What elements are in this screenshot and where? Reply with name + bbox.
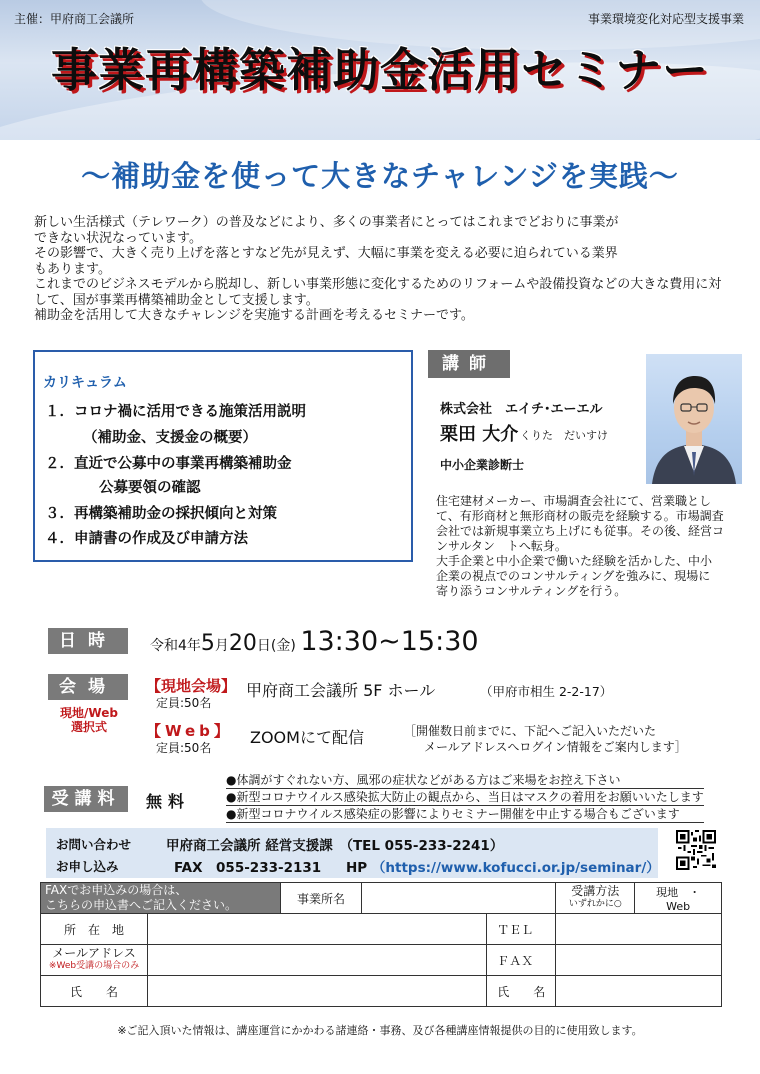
curriculum-item-sub: （補助金、支援金の概要）	[83, 430, 257, 446]
lecturer-title: 中小企業診断士	[440, 458, 525, 472]
qr-code-icon[interactable]	[676, 830, 716, 870]
notice-item: ●体調がすぐれない方、風邪の症状などがある方はご来場をお控え下さい	[226, 772, 704, 789]
intro-line: これまでのビジネスモデルから脱却し、新しい事業形態に変化するためのリフォームや設備投資などの大きな費用に対して、国が事業再構築補助金として支援します。	[34, 277, 722, 308]
tel-label: ＴＥＬ	[487, 914, 556, 945]
bio-line: 大手企業と中小企業で働いた経験を活かした、中小	[436, 554, 713, 568]
contact-hp	[346, 856, 660, 876]
lecturer-tag: 講師	[428, 350, 510, 378]
bio-line: 企業の視点でのコンサルティングを強みに、現場に	[436, 569, 711, 583]
notice-item: ●新型コロナウイルス感染症の影響によりセミナー開催を中止する場合もございます	[226, 806, 704, 823]
page-subtitle: ～補助金を使って大きなチャレンジを実践～	[81, 159, 679, 193]
onsite-address: （甲府市相生 2-2-17）	[480, 684, 613, 699]
fax-note-line: こちらの申込書へご記入ください。	[45, 898, 238, 912]
intro-line: 新しい生活様式（テレワーク）の普及などにより、多くの事業者にとってはこれまでどおりに事業が	[34, 215, 619, 230]
date-label: 日時	[48, 628, 128, 654]
web-note-line: ［開催数日前までに、下記へご記入いただいた	[404, 724, 657, 738]
fax-note-line: FAXでお申込みの場合は、	[45, 883, 188, 897]
method-sub-label: いずれかに○	[568, 899, 622, 909]
page-title: 事業再構築補助金活用セミナー	[51, 43, 709, 97]
venue-mode-line: 選択式	[70, 720, 107, 734]
fax-note	[41, 883, 281, 914]
curriculum-item: ２．直近で公募中の事業再構築補助金	[45, 456, 292, 472]
address-label: 所 在 地	[41, 914, 148, 945]
fee-value: 無料	[146, 792, 191, 811]
curriculum-item: ４．申請書の作成及び申請方法	[45, 531, 248, 547]
notice-item: ●新型コロナウイルス感染拡大防止の観点から、当日はマスクの着用をお願いいたします	[226, 790, 704, 804]
email-label-cell	[41, 945, 148, 976]
fee-label: 受講料	[44, 786, 128, 812]
organizer-label: 主催：甲府商工会議所	[14, 12, 135, 26]
onsite-venue: 甲府商工会議所 5F ホール	[246, 681, 436, 700]
bio-line: 寄り添うコンサルティングを行う。	[436, 584, 627, 598]
application-form	[40, 882, 722, 1007]
web-capacity: 定員:50名	[156, 741, 212, 755]
venue-label: 会場	[48, 674, 128, 700]
lecturer-photo	[646, 354, 742, 484]
onsite-label: 【現地会場】	[146, 677, 237, 695]
address-field[interactable]	[148, 914, 487, 945]
method-label-cell	[556, 883, 635, 914]
bio-line: 会社では新規事業立ち上げにも従事。その後、経営コ	[436, 524, 725, 538]
intro-line: その影響で、大きく売り上げを落とすなど先が見えず、大幅に事業を変える必要に迫られている業界	[34, 246, 618, 261]
lecturer-bio	[436, 494, 746, 599]
bio-line: 住宅建材メーカー、市場調査会社にて、営業職とし	[436, 494, 712, 508]
date-weekday: (金)	[270, 638, 296, 654]
contact-label: お問い合わせ	[56, 837, 132, 852]
notices	[226, 772, 704, 823]
venue-mode-note	[44, 706, 134, 734]
event-date	[150, 626, 479, 657]
privacy-note: ※ご記入頂いた情報は、講座運営にかかわる諸連絡・事務、及び各種講座情報提供の目的に使用致します。	[117, 1024, 643, 1037]
hp-link[interactable]: （https://www.kofucci.or.jp/seminar/）	[371, 860, 660, 876]
name-label-1: 氏 名	[41, 976, 148, 1007]
apply-label: お申し込み	[56, 859, 119, 874]
curriculum-box	[33, 350, 413, 562]
tel-field[interactable]	[556, 914, 722, 945]
lecturer-company: 株式会社 エイチ･エーエル	[440, 402, 603, 417]
date-day-unit: 日	[256, 638, 271, 654]
name-label-2: 氏 名	[487, 976, 556, 1007]
curriculum-item: ３．再構築補助金の採択傾向と対策	[45, 506, 277, 522]
date-era: 令和4年	[150, 638, 201, 654]
email-note: ※Web受講の場合のみ	[48, 961, 140, 971]
name-field-2[interactable]	[556, 976, 722, 1007]
method-options[interactable]: 現地 ・ Web	[635, 883, 722, 914]
intro-line: できない状況なっています。	[34, 230, 202, 246]
contact-fax: FAX 055-233-2131	[174, 860, 322, 876]
curriculum-item-sub: 公募要領の確認	[99, 480, 201, 496]
program-label: 事業環境変化対応型支援事業	[587, 12, 744, 26]
contact-organization: 甲府商工会議所 経営支援課 （TEL 055-233-2241）	[166, 838, 504, 854]
curriculum-title: カリキュラム	[43, 375, 127, 391]
web-label: 【Web】	[146, 722, 233, 740]
date-month: 5	[200, 631, 215, 656]
method-label: 受講方法	[571, 884, 620, 898]
email-field[interactable]	[148, 945, 487, 976]
portrait-icon	[646, 354, 742, 484]
lecturer-name: 栗田 大介	[440, 424, 519, 445]
event-time: 13:30~15:30	[300, 626, 479, 657]
web-note-line: メールアドレスへログイン情報をご案内します］	[424, 740, 687, 754]
business-name-field[interactable]	[361, 883, 555, 914]
name-field-1[interactable]	[148, 976, 487, 1007]
web-venue: ZOOMにて配信	[250, 728, 364, 747]
email-label: メールアドレス	[52, 946, 136, 960]
fax-label: ＦＡＸ	[487, 945, 556, 976]
web-note	[404, 723, 687, 755]
curriculum-item: １．コロナ禍に活用できる施策活用説明	[45, 404, 306, 420]
bio-line: て、有形商材と無形商材の販売を経験する。市場調査	[436, 509, 724, 523]
date-day: 20	[228, 631, 257, 656]
lecturer-name-kana: くりた だいすけ	[520, 429, 608, 442]
venue-mode-line: 現地/Web	[60, 706, 118, 720]
date-month-unit: 月	[214, 638, 229, 654]
qr-code-graphic	[676, 830, 716, 870]
intro-text	[34, 215, 734, 324]
bio-line: ンサルタン トへ転身。	[436, 539, 567, 553]
onsite-capacity: 定員:50名	[156, 696, 212, 710]
intro-line: もあります。	[34, 261, 111, 277]
intro-line: 補助金を活用して大きなチャレンジを実施する計画を考えるセミナーです。	[34, 308, 474, 323]
fax-field[interactable]	[556, 945, 722, 976]
hp-label: HP	[346, 860, 368, 876]
business-name-label: 事業所名	[280, 883, 361, 914]
